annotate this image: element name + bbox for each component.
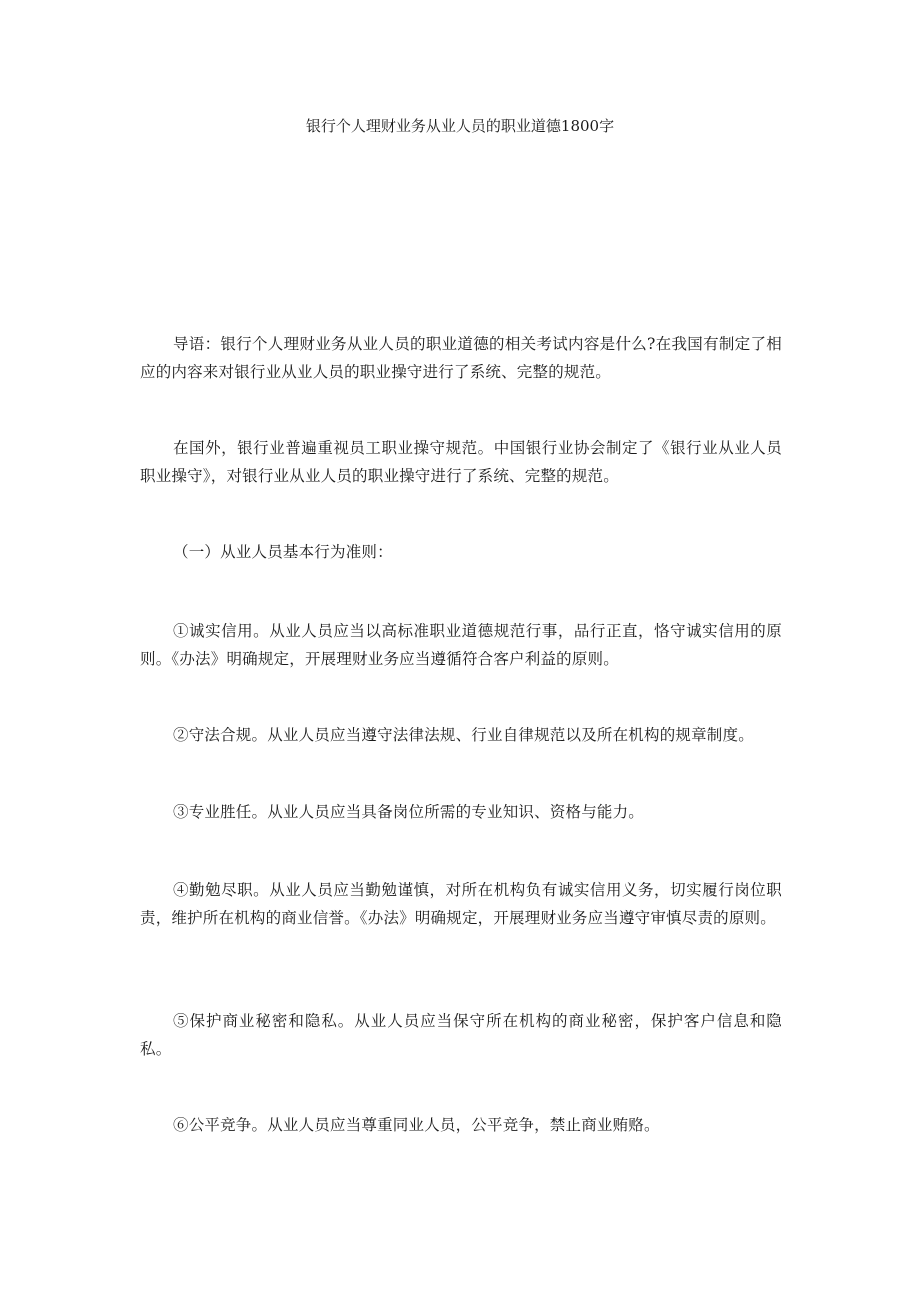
list-item-compliance: ②守法合规。从业人员应当遵守法律法规、行业自律规范以及所在机构的规章制度。 (173, 726, 754, 744)
section-heading: （一）从业人员基本行为准则： (173, 543, 393, 561)
intro-paragraph: 导语：银行个人理财业务从业人员的职业道德的相关考试内容是什么?在我国有制定了相应的内容来对银行业从业人员的职业操守进行了系统、完整的规范。 (140, 335, 782, 381)
list-item-honesty: ①诚实信用。从业人员应当以高标准职业道德规范行事，品行正直，恪守诚实信用的原则。《办法》明确规定，开展理财业务应当遵循符合客户利益的原则。 (140, 622, 782, 668)
list-item-diligence: ④勤勉尽职。从业人员应当勤勉谨慎，对所在机构负有诚实信用义务，切实履行岗位职责，维护所在机构的商业信誉。《办法》明确规定，开展理财业务应当遵守审慎尽责的原则。 (140, 881, 782, 927)
list-item-competence: ③专业胜任。从业人员应当具备岗位所需的专业知识、资格与能力。 (173, 803, 645, 821)
list-item-fair-competition: ⑥公平竞争。从业人员应当尊重同业人员，公平竞争，禁止商业贿赂。 (173, 1116, 660, 1134)
abroad-paragraph: 在国外，银行业普遍重视员工职业操守规范。中国银行业协会制定了《银行业从业人员职业操守》，对银行业从业人员的职业操守进行了系统、完整的规范。 (140, 439, 782, 485)
page-title: 银行个人理财业务从业人员的职业道德1800字 (305, 117, 615, 135)
list-item-confidentiality: ⑤保护商业秘密和隐私。从业人员应当保守所在机构的商业秘密，保护客户信息和隐私。 (140, 1012, 782, 1058)
